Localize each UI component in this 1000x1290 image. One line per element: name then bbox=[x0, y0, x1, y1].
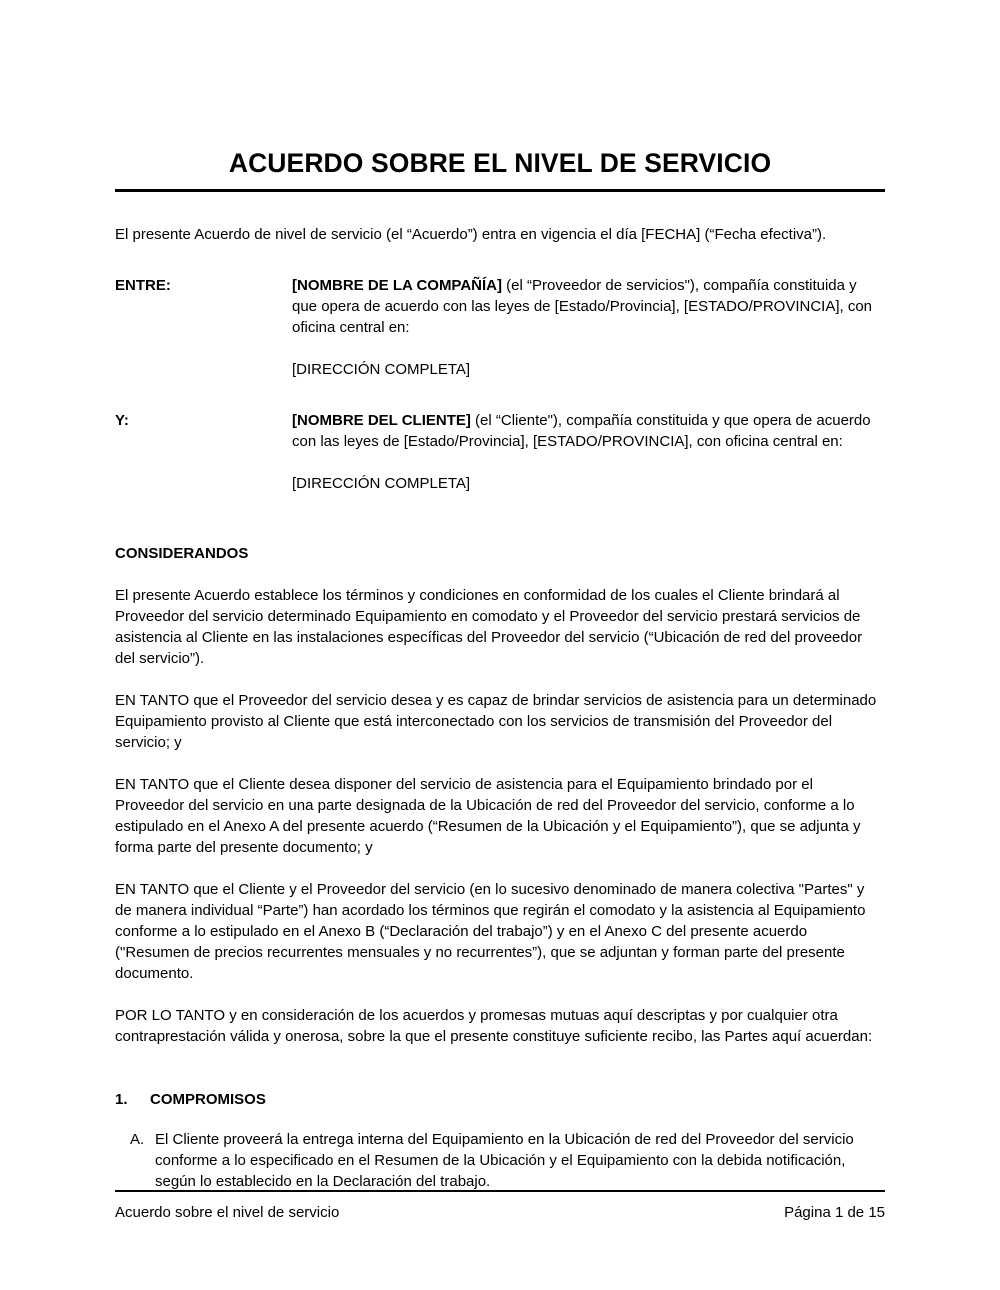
party-value-y bbox=[292, 410, 885, 494]
party-description-y: (el “Cliente"), compañía constituida y que opera de acuerdo con las leyes de [Estado/Provincia], [ESTADO/PROVINCIA], con oficina central en: bbox=[292, 412, 871, 451]
considerandos-paragraph-1: El presente Acuerdo establece los términos y condiciones en conformidad de los cuales el Cliente brindará al Proveedor del servicio determinado Equipamiento en comodato y el Proveedor del servicio prestará servicios de asistencia al Cliente en las instalaciones específicas del Proveedor del servicio (“Ubicación de red del proveedor del servicio”). bbox=[115, 587, 863, 668]
parties-block bbox=[115, 275, 885, 494]
footer-row bbox=[115, 1203, 885, 1223]
party-address-y: [DIRECCIÓN COMPLETA] bbox=[292, 475, 471, 493]
spacer bbox=[115, 984, 885, 1005]
section-title-1: COMPROMISOS bbox=[150, 1091, 266, 1109]
spacer bbox=[115, 524, 885, 543]
considerandos-heading: CONSIDERANDOS bbox=[115, 545, 249, 563]
title-divider bbox=[115, 189, 885, 192]
document-body bbox=[115, 0, 885, 1192]
considerandos-paragraph-2: EN TANTO que el Proveedor del servicio desea y es capaz de brindar servicios de asistencia para un determinado Equipamiento provisto al Cliente que está interconectado con los servicios de transmisión del Proveedor del servicio; y bbox=[115, 692, 877, 752]
section-heading-1 bbox=[115, 1089, 885, 1110]
party-value-entre bbox=[292, 275, 885, 380]
footer-divider bbox=[115, 1190, 885, 1192]
party-label-y: Y: bbox=[115, 412, 129, 430]
party-name-entre: [NOMBRE DE LA COMPAÑÍA] bbox=[292, 277, 502, 295]
spacer bbox=[115, 669, 885, 690]
spacer-cell bbox=[115, 380, 292, 410]
list-item bbox=[115, 1129, 885, 1192]
spacer-row bbox=[115, 380, 885, 410]
spacer bbox=[115, 564, 885, 585]
spacer bbox=[292, 452, 885, 473]
section-number-1: 1. bbox=[115, 1091, 128, 1109]
page-title: ACUERDO SOBRE EL NIVEL DE SERVICIO bbox=[228, 148, 772, 178]
spacer bbox=[115, 858, 885, 879]
party-description-entre: (el “Proveedor de servicios"), compañía constituida y que opera de acuerdo con las leyes de [Estado/Provincia], [ESTADO/PROVINCIA], con oficina central en: bbox=[292, 277, 873, 337]
spacer bbox=[115, 1110, 885, 1129]
considerandos-paragraph-4: EN TANTO que el Cliente y el Proveedor del servicio (en lo sucesivo denominado de manera colectiva "Partes" y de manera individual “Parte”) han acordado los términos que regirán el comodato y la asistencia al Equipamiento conforme a lo estipulado en el Anexo B (“Declaración del trabajo”) y en el Anexo C del presente acuerdo ("Resumen de precios recurrentes mensuales y no recurrentes”), que se adjuntan y forman parte del presente documento. bbox=[115, 881, 866, 983]
party-address-entre: [DIRECCIÓN COMPLETA] bbox=[292, 361, 471, 379]
spacer bbox=[115, 753, 885, 774]
spacer bbox=[115, 494, 885, 524]
party-name-y: [NOMBRE DEL CLIENTE] bbox=[292, 412, 471, 430]
spacer bbox=[292, 338, 885, 359]
list-item-marker: A. bbox=[130, 1131, 145, 1149]
spacer bbox=[115, 245, 885, 275]
party-label-entre: ENTRE: bbox=[115, 277, 171, 295]
considerandos-paragraph-5: POR LO TANTO y en consideración de los acuerdos y promesas mutuas aquí descriptas y por cualquier otra contraprestación válida y onerosa, sobre la que el presente constituye suficiente recibo, las Partes aquí acuerdan: bbox=[115, 1007, 873, 1046]
spacer-cell bbox=[292, 380, 885, 410]
party-row-y bbox=[115, 410, 885, 494]
considerandos-paragraph-3: EN TANTO que el Cliente desea disponer del servicio de asistencia para el Equipamiento brindado por el Proveedor del servicio en una parte designada de la Ubicación de red del Proveedor del servicio, conforme a lo estipulado en el Anexo A del presente acuerdo (“Resumen de la Ubicación y el Equipamiento”), que se adjunta y forma parte del presente documento; y bbox=[115, 776, 861, 857]
list-item-text: El Cliente proveerá la entrega interna del Equipamiento en la Ubicación de red del Proveedor del servicio conforme a lo especificado en el Resumen de la Ubicación y el Equipamiento con la debida notificación, según lo establecido en la Declaración del trabajo. bbox=[155, 1131, 854, 1191]
page-footer bbox=[115, 1190, 885, 1223]
spacer bbox=[115, 200, 885, 224]
footer-page-number: Página 1 de 15 bbox=[784, 1204, 885, 1221]
party-row-entre bbox=[115, 275, 885, 380]
intro-paragraph: El presente Acuerdo de nivel de servicio (el “Acuerdo”) entra en vigencia el día [FECHA] (“Fecha efectiva”). bbox=[115, 226, 827, 244]
spacer bbox=[115, 1047, 885, 1089]
footer-document-name: Acuerdo sobre el nivel de servicio bbox=[115, 1204, 340, 1221]
